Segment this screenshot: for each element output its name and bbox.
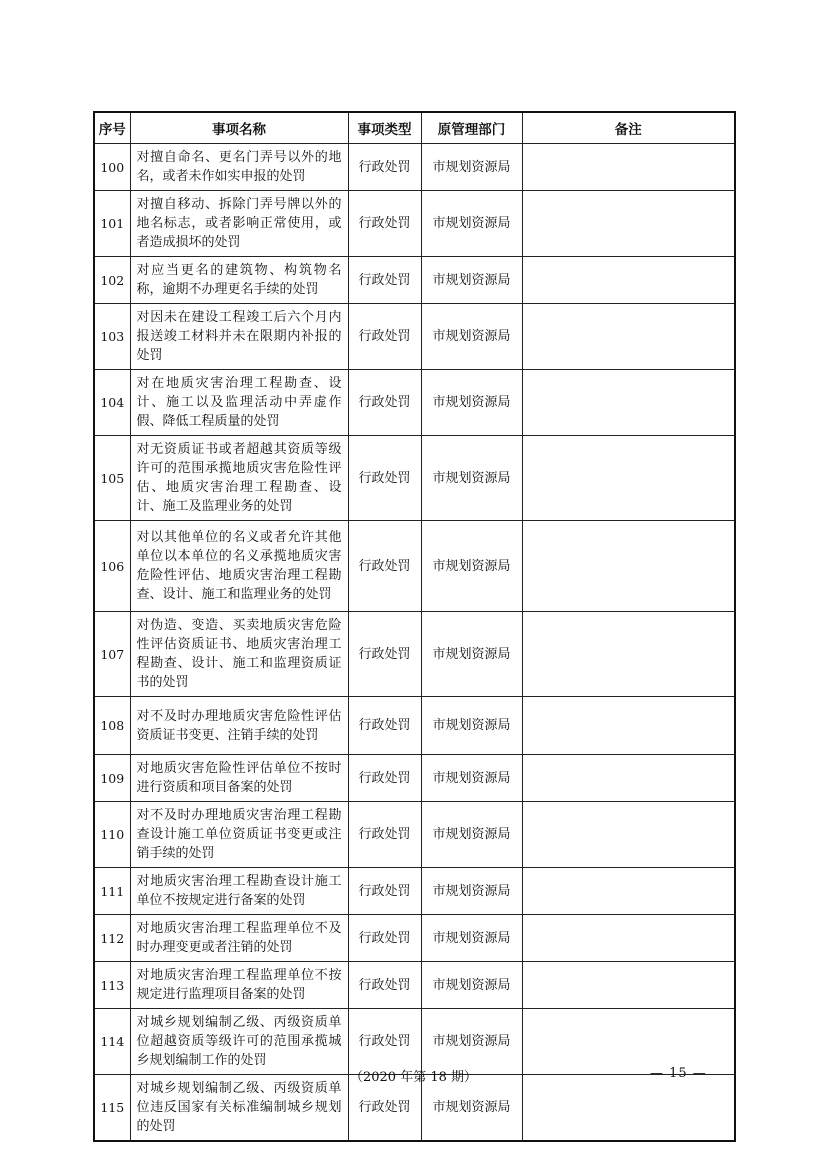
row-type: 行政处罚	[348, 868, 421, 915]
issue-label: （2020 年第 18 期）	[349, 1070, 478, 1085]
row-seq: 110	[94, 802, 130, 868]
row-name: 对因未在建设工程竣工后六个月内报送竣工材料并未在限期内补报的处罚	[130, 304, 348, 370]
row-note	[522, 612, 735, 697]
row-seq: 105	[94, 436, 130, 521]
table-row	[94, 1009, 735, 1075]
row-name: 对地质灾害危险性评估单位不按时进行资质和项目备案的处罚	[130, 755, 348, 802]
row-seq: 107	[94, 612, 130, 697]
row-type: 行政处罚	[348, 144, 421, 191]
row-dept: 市规划资源局	[421, 1075, 522, 1142]
row-type: 行政处罚	[348, 521, 421, 612]
table-row	[94, 868, 735, 915]
row-name: 对不及时办理地质灾害危险性评估资质证书变更、注销手续的处罚	[130, 697, 348, 755]
row-name: 对在地质灾害治理工程勘查、设计、施工以及监理活动中弄虚作假、降低工程质量的处罚	[130, 370, 348, 436]
row-dept: 市规划资源局	[421, 697, 522, 755]
row-type: 行政处罚	[348, 304, 421, 370]
row-type: 行政处罚	[348, 1075, 421, 1142]
row-type: 行政处罚	[348, 697, 421, 755]
row-note	[522, 697, 735, 755]
table-row	[94, 521, 735, 612]
row-name: 对地质灾害治理工程监理单位不及时办理变更或者注销的处罚	[130, 915, 348, 962]
row-seq: 103	[94, 304, 130, 370]
row-dept: 市规划资源局	[421, 1009, 522, 1075]
header-seq: 序号	[94, 112, 130, 144]
row-dept: 市规划资源局	[421, 915, 522, 962]
row-name: 对城乡规划编制乙级、丙级资质单位超越资质等级许可的范围承揽城乡规划编制工作的处罚	[130, 1009, 348, 1075]
row-name: 对伪造、变造、买卖地质灾害危险性评估资质证书、地质灾害治理工程勘查、设计、施工和监理资质证书的处罚	[130, 612, 348, 697]
row-dept: 市规划资源局	[421, 191, 522, 257]
row-seq: 114	[94, 1009, 130, 1075]
row-seq: 106	[94, 521, 130, 612]
row-type: 行政处罚	[348, 257, 421, 304]
row-note	[522, 802, 735, 868]
row-type: 行政处罚	[348, 962, 421, 1009]
row-dept: 市规划资源局	[421, 755, 522, 802]
row-name: 对不及时办理地质灾害治理工程勘查设计施工单位资质证书变更或注销手续的处罚	[130, 802, 348, 868]
row-seq: 102	[94, 257, 130, 304]
row-dept: 市规划资源局	[421, 436, 522, 521]
page-number: — 15 —	[650, 1066, 707, 1081]
row-type: 行政处罚	[348, 436, 421, 521]
row-dept: 市规划资源局	[421, 304, 522, 370]
row-note	[522, 755, 735, 802]
row-type: 行政处罚	[348, 1009, 421, 1075]
row-note	[522, 257, 735, 304]
row-name: 对无资质证书或者超越其资质等级许可的范围承揽地质灾害危险性评估、地质灾害治理工程勘查、设计、施工及监理业务的处罚	[130, 436, 348, 521]
row-seq: 101	[94, 191, 130, 257]
row-note	[522, 191, 735, 257]
row-type: 行政处罚	[348, 370, 421, 436]
row-dept: 市规划资源局	[421, 802, 522, 868]
row-dept: 市规划资源局	[421, 612, 522, 697]
row-dept: 市规划资源局	[421, 257, 522, 304]
row-note	[522, 370, 735, 436]
row-seq: 111	[94, 868, 130, 915]
table-row	[94, 915, 735, 962]
row-name: 对擅自移动、拆除门弄号牌以外的地名标志，或者影响正常使用，或者造成损坏的处罚	[130, 191, 348, 257]
table-row	[94, 436, 735, 521]
row-dept: 市规划资源局	[421, 521, 522, 612]
row-dept: 市规划资源局	[421, 868, 522, 915]
row-name: 对地质灾害治理工程勘查设计施工单位不按规定进行备案的处罚	[130, 868, 348, 915]
row-seq: 115	[94, 1075, 130, 1142]
table-row	[94, 144, 735, 191]
header-name: 事项名称	[130, 112, 348, 144]
table-row	[94, 755, 735, 802]
header-note: 备注	[522, 112, 735, 144]
table-body	[94, 144, 735, 1142]
row-type: 行政处罚	[348, 191, 421, 257]
row-dept: 市规划资源局	[421, 962, 522, 1009]
row-type: 行政处罚	[348, 915, 421, 962]
row-name: 对地质灾害治理工程监理单位不按规定进行监理项目备案的处罚	[130, 962, 348, 1009]
row-seq: 100	[94, 144, 130, 191]
row-type: 行政处罚	[348, 612, 421, 697]
table-row	[94, 697, 735, 755]
table-row	[94, 612, 735, 697]
row-seq: 104	[94, 370, 130, 436]
row-name: 对擅自命名、更名门弄号以外的地名，或者未作如实申报的处罚	[130, 144, 348, 191]
header-type: 事项类型	[348, 112, 421, 144]
table-row	[94, 257, 735, 304]
row-note	[522, 521, 735, 612]
items-table	[93, 111, 736, 1142]
row-note	[522, 868, 735, 915]
row-dept: 市规划资源局	[421, 144, 522, 191]
table-row	[94, 370, 735, 436]
table-row	[94, 802, 735, 868]
table-row	[94, 304, 735, 370]
row-note	[522, 915, 735, 962]
header-dept: 原管理部门	[421, 112, 522, 144]
row-dept: 市规划资源局	[421, 370, 522, 436]
table-row	[94, 191, 735, 257]
table-row	[94, 962, 735, 1009]
row-note	[522, 1009, 735, 1075]
row-note	[522, 144, 735, 191]
row-note	[522, 304, 735, 370]
row-seq: 113	[94, 962, 130, 1009]
row-seq: 108	[94, 697, 130, 755]
row-type: 行政处罚	[348, 802, 421, 868]
row-name: 对以其他单位的名义或者允许其他单位以本单位的名义承揽地质灾害危险性评估、地质灾害治理工程勘查、设计、施工和监理业务的处罚	[130, 521, 348, 612]
row-seq: 112	[94, 915, 130, 962]
row-note	[522, 962, 735, 1009]
row-type: 行政处罚	[348, 755, 421, 802]
row-name: 对应当更名的建筑物、构筑物名称，逾期不办理更名手续的处罚	[130, 257, 348, 304]
row-note	[522, 436, 735, 521]
items-table-container	[93, 111, 734, 1142]
row-seq: 109	[94, 755, 130, 802]
table-header-row	[94, 112, 735, 144]
row-name: 对城乡规划编制乙级、丙级资质单位违反国家有关标准编制城乡规划的处罚	[130, 1075, 348, 1142]
